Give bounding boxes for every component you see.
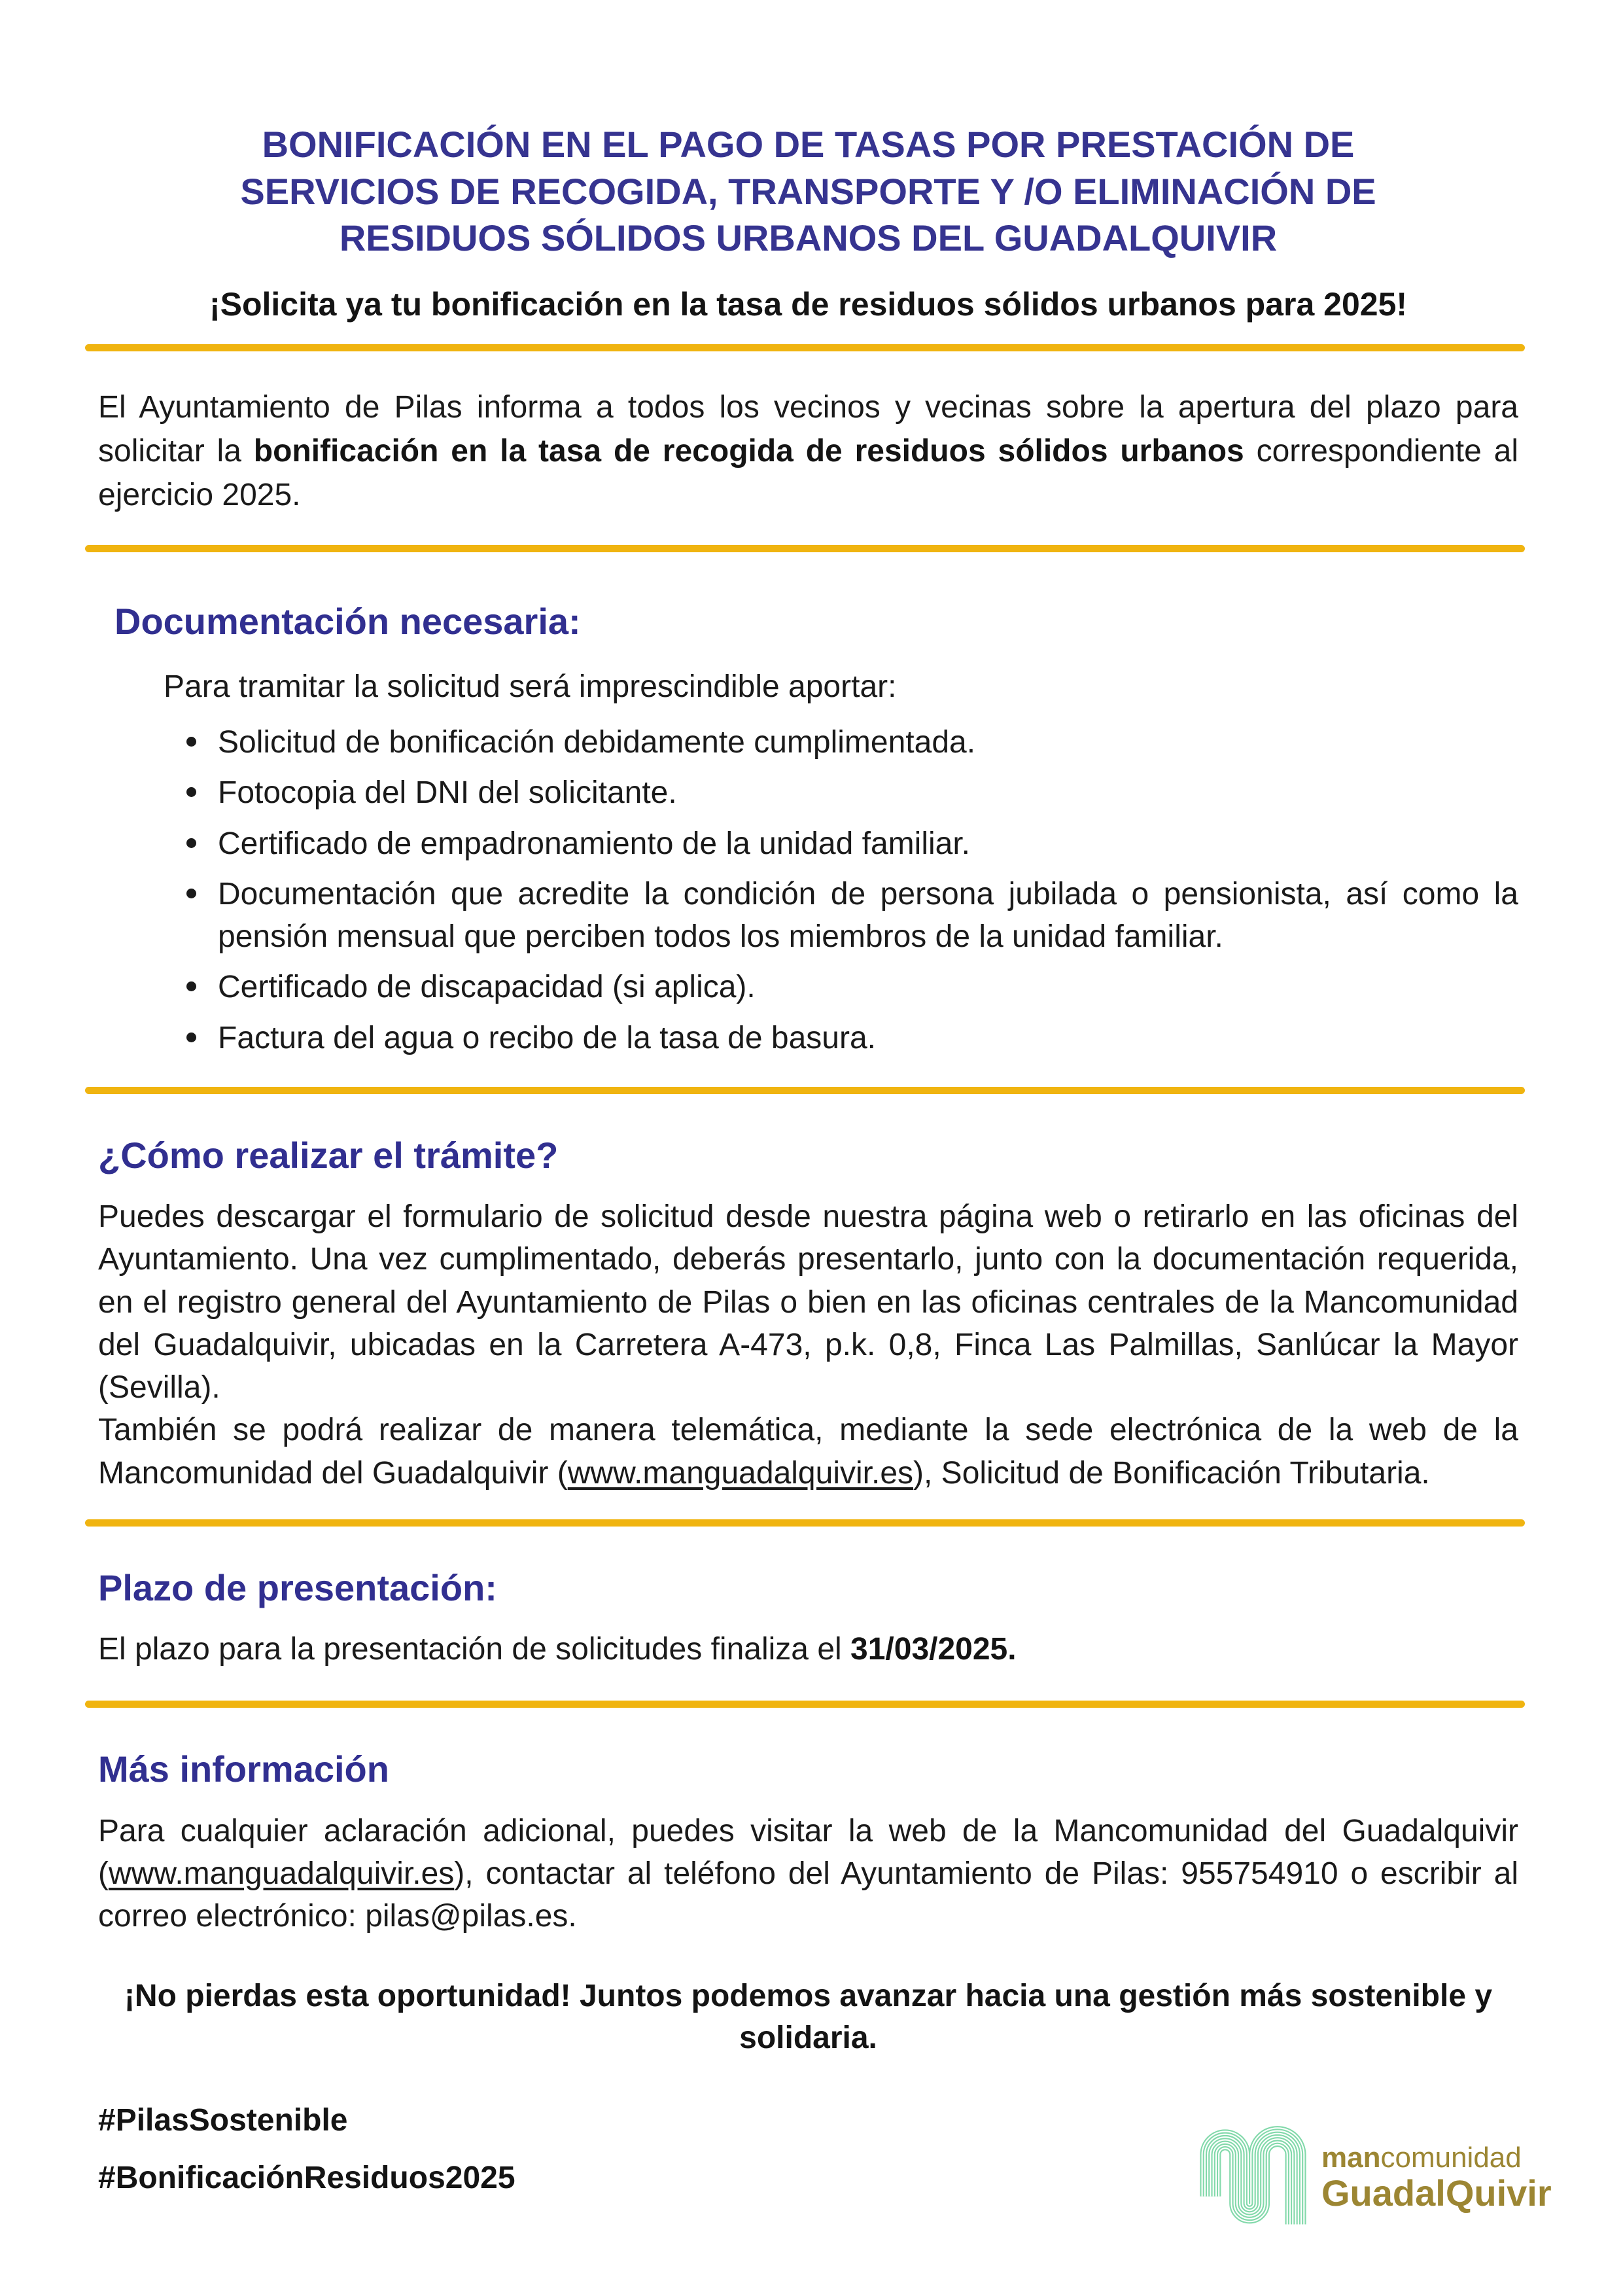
manguadalquivir-link[interactable]: www.manguadalquivir.es	[567, 1455, 914, 1491]
list-item: Solicitud de bonificación debidamente cumplimentada.	[186, 721, 1518, 764]
list-item: Factura del agua o recibo de la tasa de basura.	[186, 1017, 1518, 1059]
plazo-heading: Plazo de presentación:	[98, 1566, 497, 1608]
tramite-paragraph-2	[98, 1409, 1518, 1494]
list-item: Certificado de discapacidad (si aplica).	[186, 966, 1518, 1008]
divider	[85, 1087, 1525, 1094]
plazo-paragraph	[98, 1628, 1518, 1670]
divider	[85, 344, 1525, 351]
logo-word-man: man	[1321, 2142, 1381, 2174]
divider	[85, 545, 1525, 552]
info-heading: Más información	[98, 1748, 389, 1790]
hashtag-pilas-sostenible: #PilasSostenible	[98, 2103, 348, 2138]
divider	[85, 1519, 1525, 1527]
list-item: Fotocopia del DNI del solicitante.	[186, 771, 1518, 814]
tramite-p2-post: ), Solicitud de Bonificación Tributaria.	[913, 1455, 1430, 1491]
subtitle: ¡Solicita ya tu bonificación en la tasa de residuos sólidos urbanos para 2025!	[209, 286, 1408, 323]
info-text-pre: Para cualquier aclaración adicional, puedes visitar la web de la Mancomunidad del Guadalquivir (	[98, 1813, 1518, 1891]
info-text-post: ), contactar al teléfono del Ayuntamiento de Pilas: 955754910 o escribir al correo electrónico: pilas@pilas.es.	[98, 1856, 1518, 1934]
documentacion-lead: Para tramitar la solicitud será imprescindible aportar:	[164, 669, 897, 704]
closing-statement: ¡No pierdas esta oportunidad! Juntos podemos avanzar hacia una gestión más sostenible y solidaria.	[124, 1979, 1493, 2055]
manguadalquivir-link[interactable]: www.manguadalquivir.es	[108, 1856, 455, 1891]
mancomunidad-logo	[1197, 2125, 1552, 2230]
section-mas-informacion	[98, 1747, 1518, 1937]
hashtag-bonificacion-residuos: #BonificaciónResiduos2025	[98, 2161, 515, 2196]
plazo-text-pre: El plazo para la presentación de solicitudes finaliza el	[98, 1632, 851, 1667]
list-item: Documentación que acredite la condición de persona jubilada o pensionista, así como la pensión mensual que perciben todos los miembros de la unidad familiar.	[186, 873, 1518, 959]
tramite-paragraph-1: Puedes descargar el formulario de solicitud desde nuestra página web o retirarlo en las oficinas del Ayuntamiento. Una vez cumplimentado, deberás presentarlo, junto con la documentación requerida, en el registro general del Ayuntamiento de Pilas o bien en las oficinas centrales de la Mancomunidad del Guadalquivir, ubicadas en la Carretera A-473, p.k. 0,8, Finca Las Palmillas, Sanlúcar la Mayor (Sevilla).	[98, 1199, 1518, 1405]
logo-word-mancomunidad	[1321, 2144, 1552, 2172]
section-documentacion	[98, 599, 1518, 1059]
tramite-heading: ¿Cómo realizar el trámite?	[98, 1134, 559, 1176]
section-plazo	[98, 1566, 1518, 1670]
page-title	[98, 121, 1518, 262]
section-tramite	[98, 1133, 1518, 1494]
intro-paragraph	[98, 385, 1518, 518]
intro-text-bold: bonificación en la tasa de recogida de residuos sólidos urbanos	[253, 434, 1244, 469]
mancomunidad-logo-text	[1321, 2144, 1552, 2212]
logo-word-guadalquivir: GuadalQuivir	[1321, 2172, 1552, 2214]
tramite-p2-pre: También se podrá realizar de manera telemática, mediante la sede electrónica de la web de la Mancomunidad del Guadalquivir (	[98, 1413, 1518, 1491]
title-line-1: BONIFICACIÓN EN EL PAGO DE TASAS POR PRESTACIÓN DE	[262, 124, 1355, 165]
documentacion-list	[98, 721, 1518, 1059]
info-paragraph	[98, 1810, 1518, 1938]
list-item: Certificado de empadronamiento de la unidad familiar.	[186, 822, 1518, 865]
intro-text-pre: El Ayuntamiento de Pilas informa a todos los vecinos y vecinas sobre la apertura del plazo para solicitar la	[98, 390, 1518, 469]
divider	[85, 1701, 1525, 1708]
title-line-3: RESIDUOS SÓLIDOS URBANOS DEL GUADALQUIVIR	[339, 217, 1278, 259]
title-line-2: SERVICIOS DE RECOGIDA, TRANSPORTE Y /O ELIMINACIÓN DE	[240, 170, 1376, 212]
mancomunidad-m-icon	[1197, 2125, 1310, 2230]
plazo-deadline: 31/03/2025.	[850, 1632, 1017, 1667]
intro-text-post: correspondiente al ejercicio 2025.	[98, 434, 1518, 513]
documentacion-heading: Documentación necesaria:	[114, 600, 581, 642]
logo-word-comunidad: comunidad	[1380, 2142, 1522, 2174]
